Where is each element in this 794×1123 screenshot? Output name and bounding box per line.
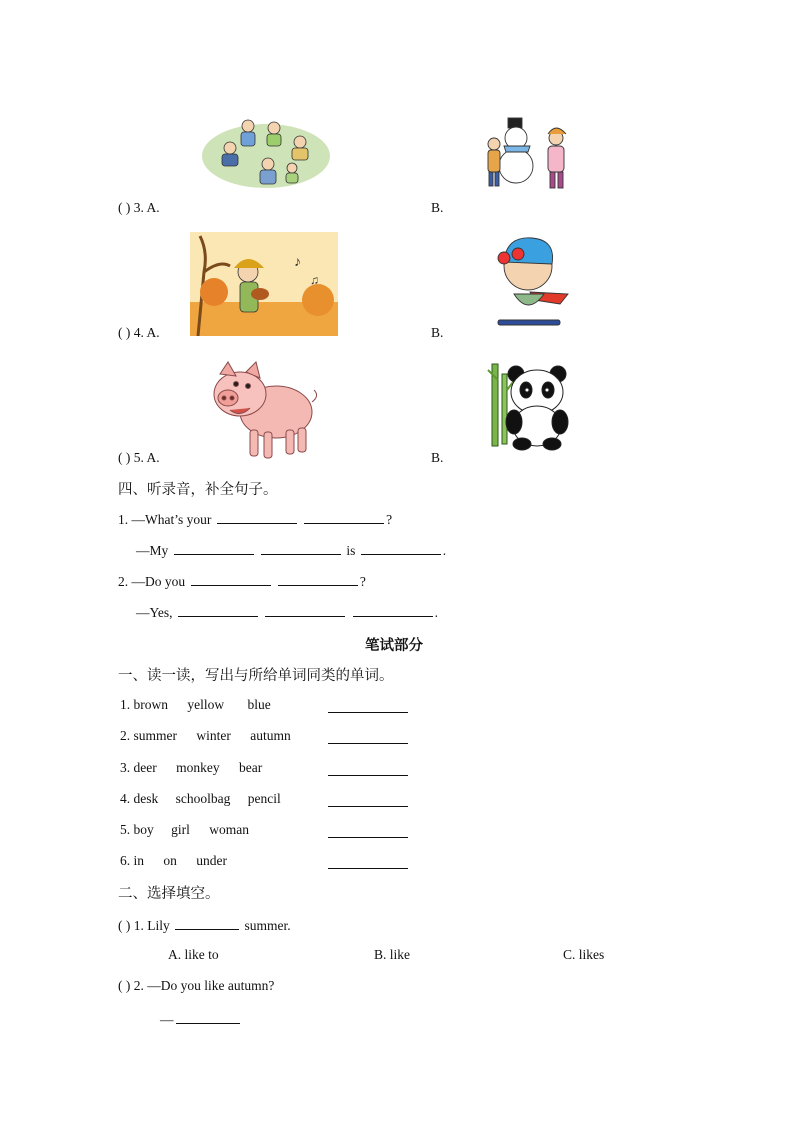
item-word: summer (133, 728, 177, 743)
item-word: woman (209, 822, 249, 837)
answer-blank[interactable] (261, 541, 341, 555)
svg-text:♪: ♪ (294, 255, 301, 270)
q1b-mid: is (346, 543, 356, 558)
item-num: 6. (120, 853, 131, 868)
answer-blank[interactable] (191, 572, 271, 586)
answer-blank[interactable] (361, 541, 441, 555)
item-word: bear (238, 760, 263, 775)
q2a-end: ? (359, 574, 366, 589)
q5-label: ( ) 5. A. (118, 450, 160, 465)
item-word: on (163, 853, 177, 868)
section4-q1a (118, 510, 392, 528)
answer-line[interactable] (328, 836, 408, 838)
item-word: in (133, 853, 145, 868)
part2-q1 (118, 916, 291, 934)
answer-blank[interactable] (278, 572, 358, 586)
part2-q1-option-c[interactable]: C. likes (563, 947, 605, 962)
item-word: monkey (176, 760, 220, 775)
answer-line[interactable] (328, 805, 408, 807)
winter-boy-sled-picture (490, 232, 576, 330)
answer-blank[interactable] (353, 603, 433, 617)
section4-heading: 四、听录音，补全句子。 (118, 482, 278, 498)
q1b-prefix: —My (136, 543, 169, 558)
section4-q2a (118, 572, 366, 590)
part1-item-6 (120, 853, 227, 869)
autumn-violin-girl-picture (190, 232, 338, 336)
item-word: girl (171, 822, 190, 837)
item-word: blue (247, 697, 271, 712)
answer-line[interactable] (328, 711, 408, 713)
q4-label: ( ) 4. A. (118, 325, 160, 340)
answer-blank[interactable] (265, 603, 345, 617)
item-num: 2. (120, 728, 131, 743)
answer-line[interactable] (328, 774, 408, 776)
item-num: 4. (120, 791, 131, 806)
pig-picture (206, 356, 320, 464)
answer-blank[interactable] (174, 541, 254, 555)
item-word: pencil (247, 791, 281, 806)
panda-picture (486, 360, 578, 452)
item-word: desk (133, 791, 159, 806)
snowman-picture (480, 116, 584, 198)
answer-blank[interactable] (175, 916, 239, 930)
answer-line[interactable] (328, 742, 408, 744)
part1-item-4 (120, 791, 281, 807)
q5-option-b: B. (431, 450, 444, 465)
answer-blank[interactable] (217, 510, 297, 524)
answer-blank[interactable] (176, 1010, 240, 1024)
part2-heading: 二、选择填空。 (118, 886, 220, 902)
item-word: deer (133, 760, 157, 775)
item-word: boy (133, 822, 154, 837)
q1a-prefix: 1. —What’s your (118, 512, 212, 527)
item-word: winter (196, 728, 231, 743)
part2-q2-answer (160, 1010, 242, 1028)
q1-suffix: summer. (244, 918, 291, 933)
part1-heading: 一、读一读，写出与所给单词同类的单词。 (118, 668, 394, 684)
q4-option-b: B. (431, 325, 444, 340)
answer-blank[interactable] (304, 510, 384, 524)
answer-blank[interactable] (178, 603, 258, 617)
q2-answer-prefix: — (160, 1012, 174, 1027)
part2-q2: ( ) 2. —Do you like autumn? (118, 978, 275, 993)
answer-line[interactable] (328, 867, 408, 869)
section4-q2b (136, 603, 438, 621)
q2b-end: . (434, 605, 439, 620)
item-num: 1. (120, 697, 131, 712)
part2-q1-option-b[interactable]: B. like (374, 947, 410, 962)
item-word: under (196, 853, 228, 868)
item-word: autumn (250, 728, 291, 743)
section4-q1b (136, 541, 446, 559)
svg-text:♫: ♫ (310, 273, 319, 287)
children-circle-picture (200, 112, 332, 192)
item-num: 5. (120, 822, 131, 837)
part2-q1-option-a[interactable]: A. like to (168, 947, 219, 962)
part1-item-2 (120, 728, 291, 744)
item-num: 3. (120, 760, 131, 775)
q3-label: ( ) 3. A. (118, 200, 160, 215)
q2a-prefix: 2. —Do you (118, 574, 186, 589)
item-word: brown (133, 697, 168, 712)
q1a-end: ? (386, 512, 393, 527)
item-word: yellow (187, 697, 225, 712)
part1-item-5 (120, 822, 249, 838)
q3-option-b: B. (431, 200, 444, 215)
part1-item-3 (120, 760, 262, 776)
q1b-end: . (442, 543, 447, 558)
written-part-title: 笔试部分 (365, 638, 423, 654)
item-word: schoolbag (175, 791, 231, 806)
q1-prefix: ( ) 1. Lily (118, 918, 170, 933)
q2b-prefix: —Yes, (136, 605, 173, 620)
part1-item-1 (120, 697, 271, 713)
